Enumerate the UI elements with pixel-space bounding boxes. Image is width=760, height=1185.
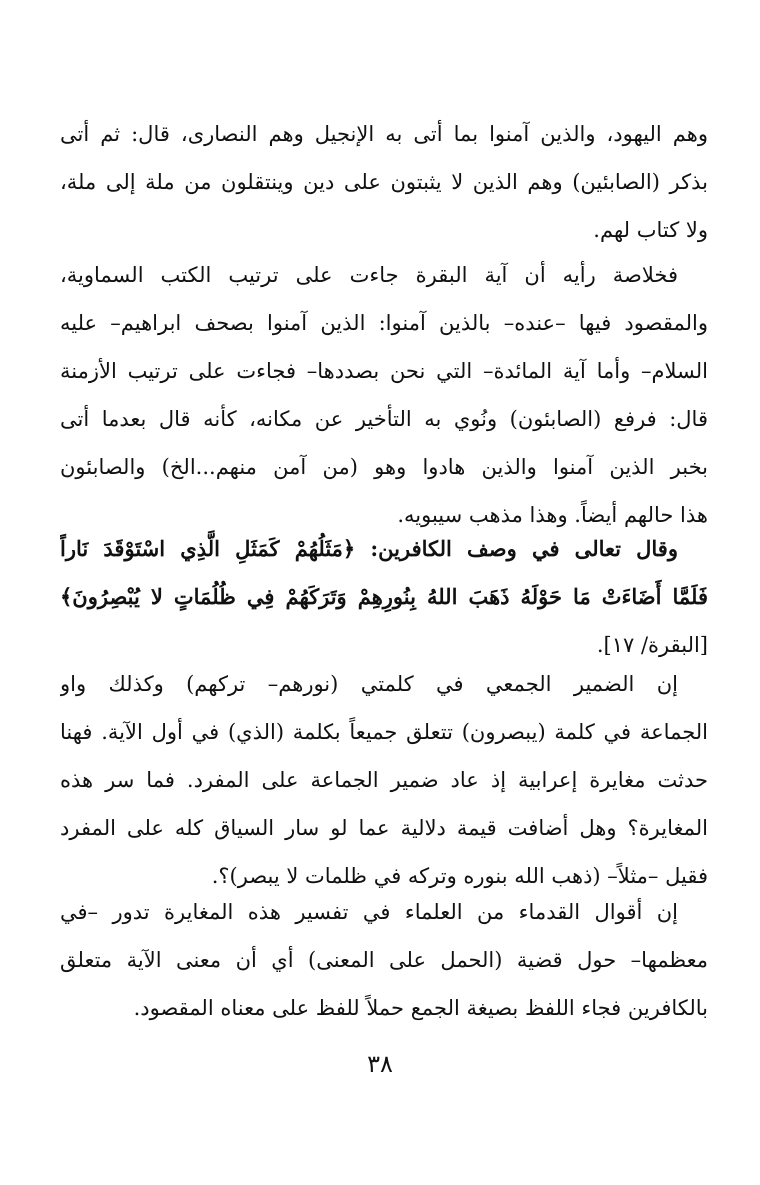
text-line: الجماعة في كلمة (يبصرون) تتعلق جميعاً بكلمة (الذي) في أول الآية. فهنا <box>60 720 708 744</box>
text-line: فقيل –مثلاً– (ذهب الله بنوره وتركه في ظلمات لا يبصر)؟. <box>211 864 708 888</box>
text-line: حدثت مغايرة إعرابية إذ عاد ضمير الجماعة على المفرد. فما سر هذه <box>60 768 708 792</box>
verse-line: وقال تعالى في وصف الكافرين: ﴿مَثَلُهُمْ كَمَثَلِ الَّذِي اسْتَوْقَدَ نَاراً <box>60 536 678 561</box>
text-line: بخبر الذين آمنوا والذين هادوا وهو (من آمن منهم...الخ) والصابئون <box>60 455 708 479</box>
text-line: ولا كتاب لهم. <box>593 218 708 242</box>
paragraph-2 <box>60 251 708 539</box>
paragraph-4 <box>60 660 708 900</box>
paragraph-5 <box>60 888 708 1032</box>
text-line: بالكافرين فجاء اللفظ بصيغة الجمع حملاً للفظ على معناه المقصود. <box>133 996 708 1020</box>
text-line: فخلاصة رأيه أن آية البقرة جاءت على ترتيب الكتب السماوية، <box>60 263 678 287</box>
text-line: قال: فرفع (الصابئون) ونُوي به التأخير عن مكانه، كأنه قال بعدما أتى <box>60 407 708 431</box>
verse-line: فَلَمَّا أَضَاءَتْ مَا حَوْلَهُ ذَهَبَ اللهُ بِنُورِهِمْ وَتَرَكَهُمْ فِي ظُلُمَاتٍ لا يُبْصِرُونَ﴾ <box>60 584 708 609</box>
text-line: معظمها– حول قضية (الحمل على المعنى) أي أن معنى الآية متعلق <box>60 948 708 972</box>
text-line: السلام– وأما آية المائدة– التي نحن بصددها– فجاءت على ترتيب الأزمنة <box>60 359 708 383</box>
paragraph-1 <box>60 110 708 254</box>
text-line: بذكر (الصابئين) وهم الذين لا يثبتون على دين وينتقلون من ملة إلى ملة، <box>60 170 708 194</box>
paragraph-3-quran-verse <box>60 525 708 669</box>
text-line: المغايرة؟ وهل أضافت قيمة دلالية عما لو سار السياق كله على المفرد <box>60 816 708 840</box>
text-line: والمقصود فيها –عنده– بالذين آمنوا: الذين آمنوا بصحف ابراهيم– عليه <box>60 311 708 335</box>
page-number: ٣٨ <box>367 1050 393 1078</box>
verse-citation: [البقرة/ ١٧]. <box>596 633 708 657</box>
text-line: هذا حالهم أيضاً. وهذا مذهب سيبويه. <box>397 503 708 527</box>
text-line: إن الضمير الجمعي في كلمتي (نورهم– تركهم) وكذلك واو <box>60 672 678 696</box>
text-line: إن أقوال القدماء من العلماء في تفسير هذه المغايرة تدور –في <box>60 900 678 924</box>
text-line: وهم اليهود، والذين آمنوا بما أتى به الإنجيل وهم النصارى، قال: ثم أتى <box>60 122 708 146</box>
